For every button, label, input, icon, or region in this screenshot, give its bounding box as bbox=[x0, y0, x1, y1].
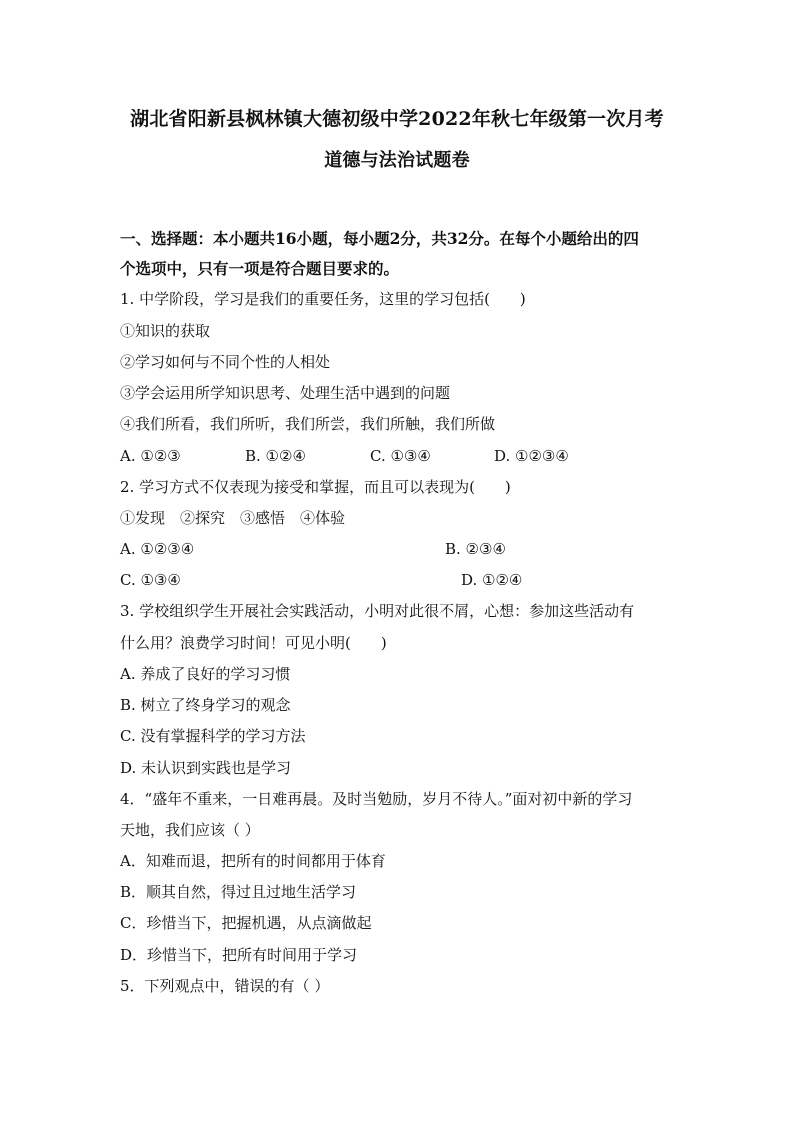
question-3-option-a[interactable]: A. 养成了良好的学习习惯 bbox=[120, 665, 291, 683]
question-2-items: ①发现 ②探究 ③感悟 ④体验 bbox=[120, 509, 346, 527]
question-1-item-2: ②学习如何与不同个性的人相处 bbox=[120, 353, 331, 371]
question-2-option-c[interactable]: C. ①③④ bbox=[120, 571, 181, 589]
question-3-stem-line2: 什么用？浪费学习时间！可见小明( ) bbox=[120, 634, 387, 652]
section-heading-line2: 个选项中，只有一项是符合题目要求的。 bbox=[120, 259, 400, 278]
question-3-option-b[interactable]: B. 树立了终身学习的观念 bbox=[120, 696, 291, 714]
question-4-option-a[interactable]: A．知难而退，把所有的时间都用于体育 bbox=[120, 852, 386, 870]
question-5-stem: 5．下列观点中，错误的有（ ） bbox=[120, 977, 330, 995]
question-3-option-c[interactable]: C. 没有掌握科学的学习方法 bbox=[120, 727, 306, 745]
question-1-option-a[interactable]: A. ①②③ bbox=[120, 447, 181, 465]
question-4-stem-line2: 天地，我们应该（ ） bbox=[120, 821, 260, 839]
question-4-option-c[interactable]: C．珍惜当下，把握机遇，从点滴做起 bbox=[120, 914, 372, 932]
question-3-option-d[interactable]: D. 未认识到实践也是学习 bbox=[120, 759, 292, 777]
question-1-option-b[interactable]: B. ①②④ bbox=[245, 447, 306, 465]
question-1-item-1: ①知识的获取 bbox=[120, 322, 211, 340]
question-4-option-d[interactable]: D．珍惜当下，把所有时间用于学习 bbox=[120, 946, 358, 964]
question-2-option-b[interactable]: B. ②③④ bbox=[445, 540, 506, 558]
question-1-item-4: ④我们所看，我们所听，我们所尝，我们所触，我们所做 bbox=[120, 415, 496, 433]
exam-title-line2: 道德与法治试题卷 bbox=[324, 150, 470, 171]
question-2-stem: 2. 学习方式不仅表现为接受和掌握，而且可以表现为( ) bbox=[120, 478, 511, 496]
question-2-option-d[interactable]: D. ①②④ bbox=[461, 571, 523, 589]
section-heading bbox=[120, 224, 680, 284]
question-1-item-3: ③学会运用所学知识思考、处理生活中遇到的问题 bbox=[120, 384, 451, 402]
question-1-option-c[interactable]: C. ①③④ bbox=[370, 447, 431, 465]
question-1-option-d[interactable]: D. ①②③④ bbox=[494, 447, 569, 465]
question-3-stem-line1: 3. 学校组织学生开展社会实践活动，小明对此很不屑，心想：参加这些活动有 bbox=[120, 602, 635, 620]
exam-title-line1: 湖北省阳新县枫林镇大德初级中学2022年秋七年级第一次月考 bbox=[130, 108, 664, 130]
section-heading-line1: 一、选择题：本小题共16小题，每小题2分，共32分。在每个小题给出的四 bbox=[120, 229, 639, 248]
question-4-stem-line1: 4．“盛年不重来，一日难再晨。及时当勉励，岁月不待人。”面对初中新的学习 bbox=[120, 790, 633, 808]
question-1-stem: 1. 中学阶段，学习是我们的重要任务，这里的学习包括( ) bbox=[120, 290, 526, 308]
question-4-option-b[interactable]: B．顺其自然，得过且过地生活学习 bbox=[120, 883, 357, 901]
question-2-option-a[interactable]: A. ①②③④ bbox=[120, 540, 195, 558]
